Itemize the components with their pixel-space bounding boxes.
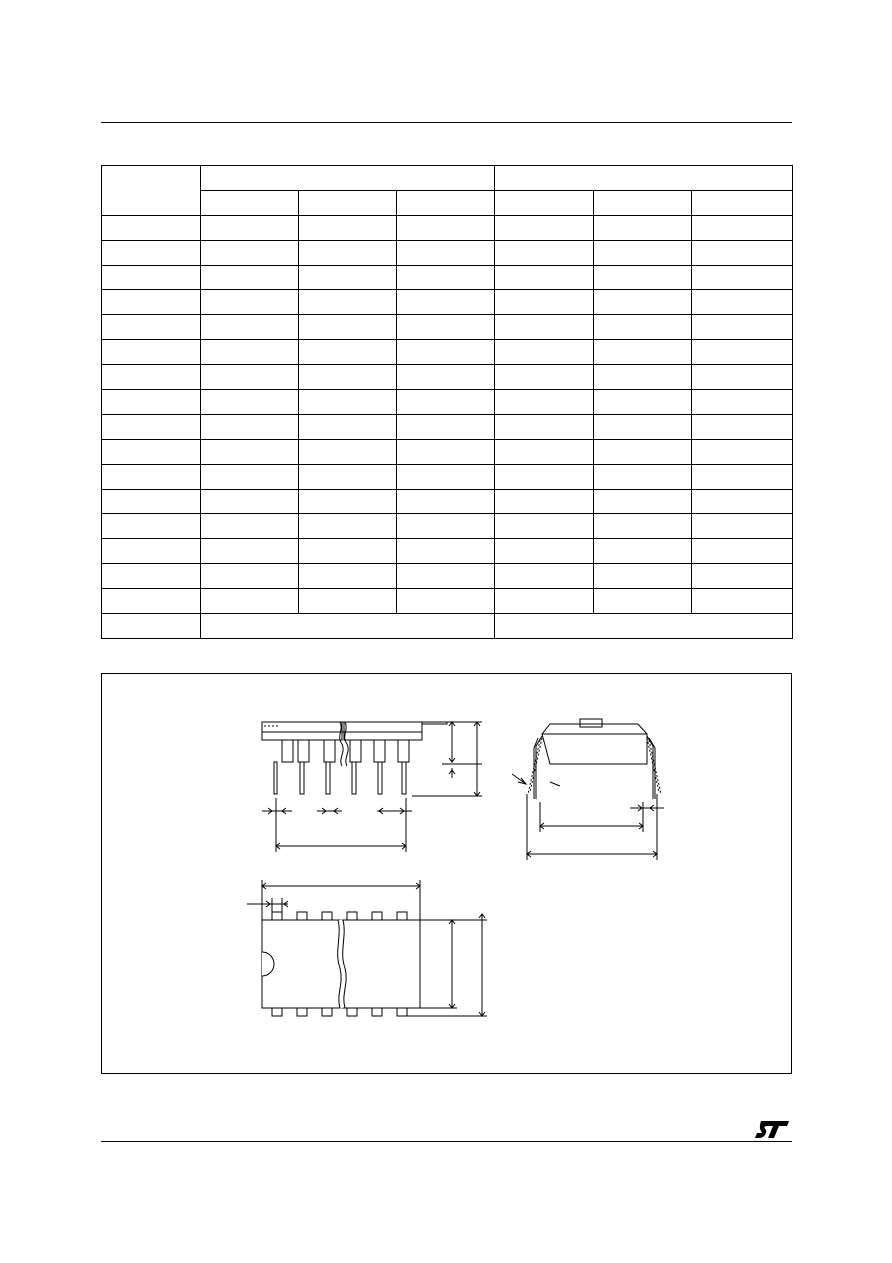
table-cell: [102, 564, 201, 589]
table-cell: [594, 439, 692, 464]
table-cell: [397, 340, 495, 365]
table-row: [102, 265, 793, 290]
table-cell: [299, 190, 397, 215]
table-cell: [102, 166, 201, 216]
table-cell: [594, 315, 692, 340]
table-cell: [397, 539, 495, 564]
table-cell: [201, 614, 495, 639]
top-pins-upper: [272, 912, 407, 920]
table-cell: [495, 265, 594, 290]
table-row: [102, 190, 793, 215]
table-cell: [594, 240, 692, 265]
table-cell: [299, 514, 397, 539]
table-cell: [102, 489, 201, 514]
table-cell: [102, 439, 201, 464]
table-cell: [201, 439, 299, 464]
table-cell: [102, 365, 201, 390]
table-cell: [102, 414, 201, 439]
table-cell: [692, 390, 793, 415]
table-cell: [594, 290, 692, 315]
table-cell: [594, 539, 692, 564]
table-cell: [594, 390, 692, 415]
table-row: [102, 614, 793, 639]
table-cell: [299, 340, 397, 365]
table-cell: [299, 539, 397, 564]
table-cell: [495, 564, 594, 589]
table-row: [102, 589, 793, 614]
table-cell: [102, 514, 201, 539]
table-cell: [201, 215, 299, 240]
table-cell: [299, 564, 397, 589]
table-cell: [397, 414, 495, 439]
table-cell: [692, 315, 793, 340]
table-cell: [201, 414, 299, 439]
st-logo-icon: [755, 1118, 791, 1140]
table-cell: [495, 439, 594, 464]
table-cell: [397, 365, 495, 390]
table-cell: [299, 464, 397, 489]
table-cell: [495, 514, 594, 539]
table-row: [102, 464, 793, 489]
table-cell: [495, 290, 594, 315]
package-drawing-frame: [101, 673, 792, 1074]
table-cell: [397, 290, 495, 315]
table-cell: [594, 564, 692, 589]
table-cell: [102, 589, 201, 614]
table-cell: [692, 564, 793, 589]
table-cell: [495, 190, 594, 215]
table-row: [102, 489, 793, 514]
table-cell: [299, 439, 397, 464]
table-cell: [495, 464, 594, 489]
table-cell: [397, 564, 495, 589]
table-cell: [692, 365, 793, 390]
table-cell: [594, 190, 692, 215]
table-cell: [495, 166, 793, 191]
top-pins-lower: [272, 1008, 407, 1016]
table-cell: [397, 464, 495, 489]
table-cell: [201, 514, 299, 539]
table-row: [102, 315, 793, 340]
table-row: [102, 240, 793, 265]
table-row: [102, 414, 793, 439]
table-cell: [397, 439, 495, 464]
table-cell: [594, 265, 692, 290]
table-cell: [495, 365, 594, 390]
table-cell: [201, 340, 299, 365]
table-cell: [201, 464, 299, 489]
table-cell: [201, 166, 495, 191]
table-cell: [594, 340, 692, 365]
table-cell: [397, 315, 495, 340]
table-cell: [299, 390, 397, 415]
table-cell: [594, 464, 692, 489]
table-row: [102, 340, 793, 365]
table-cell: [692, 190, 793, 215]
table-cell: [495, 340, 594, 365]
table-cell: [201, 539, 299, 564]
table-cell: [397, 390, 495, 415]
table-row: [102, 290, 793, 315]
table-cell: [201, 564, 299, 589]
table-cell: [102, 215, 201, 240]
table-cell: [495, 315, 594, 340]
table-cell: [594, 215, 692, 240]
table-cell: [495, 489, 594, 514]
table-cell: [299, 365, 397, 390]
table-row: [102, 390, 793, 415]
table-cell: [102, 390, 201, 415]
table-cell: [594, 514, 692, 539]
dimensions-table: [101, 165, 793, 639]
table-cell: [201, 240, 299, 265]
table-cell: [102, 265, 201, 290]
table-cell: [495, 539, 594, 564]
table-cell: [299, 589, 397, 614]
table-cell: [201, 589, 299, 614]
table-cell: [397, 489, 495, 514]
table-cell: [397, 589, 495, 614]
table-row: [102, 564, 793, 589]
top-view: [247, 880, 487, 1016]
table-cell: [692, 539, 793, 564]
end-view-notch: [580, 719, 602, 727]
table-cell: [201, 190, 299, 215]
table-cell: [102, 340, 201, 365]
header-rule: [101, 122, 792, 123]
table-cell: [102, 614, 201, 639]
table-cell: [397, 265, 495, 290]
table-cell: [495, 240, 594, 265]
package-outline-drawing: [102, 674, 791, 1073]
table-cell: [201, 265, 299, 290]
table-cell: [299, 265, 397, 290]
table-row: [102, 166, 793, 191]
table-cell: [397, 190, 495, 215]
table-row: [102, 215, 793, 240]
table-cell: [692, 464, 793, 489]
table-cell: [102, 290, 201, 315]
table-cell: [495, 414, 594, 439]
table-cell: [692, 514, 793, 539]
table-cell: [201, 489, 299, 514]
table-cell: [692, 489, 793, 514]
side-body-right: [344, 722, 422, 740]
table-cell: [102, 240, 201, 265]
table-row: [102, 514, 793, 539]
table-cell: [692, 240, 793, 265]
table-cell: [692, 215, 793, 240]
table-cell: [692, 589, 793, 614]
table-cell: [594, 489, 692, 514]
table-cell: [397, 215, 495, 240]
table-row: [102, 539, 793, 564]
table-cell: [495, 589, 594, 614]
table-cell: [299, 315, 397, 340]
side-pins: [274, 740, 409, 794]
table-cell: [692, 290, 793, 315]
table-row: [102, 439, 793, 464]
table-cell: [397, 514, 495, 539]
footer-rule: [101, 1141, 792, 1142]
table-cell: [692, 439, 793, 464]
table-cell: [299, 414, 397, 439]
side-body-left: [262, 722, 342, 740]
table-cell: [201, 290, 299, 315]
table-cell: [299, 215, 397, 240]
table-cell: [495, 614, 793, 639]
table-cell: [692, 340, 793, 365]
table-cell: [495, 390, 594, 415]
table-cell: [397, 240, 495, 265]
table-cell: [495, 215, 594, 240]
table-cell: [692, 265, 793, 290]
table-cell: [594, 365, 692, 390]
side-view: [262, 722, 482, 852]
table-cell: [201, 390, 299, 415]
table-cell: [594, 414, 692, 439]
table-cell: [594, 589, 692, 614]
table-cell: [201, 315, 299, 340]
table-row: [102, 365, 793, 390]
table-cell: [692, 414, 793, 439]
end-view: [512, 719, 664, 860]
table-cell: [102, 315, 201, 340]
table-cell: [299, 240, 397, 265]
table-cell: [102, 464, 201, 489]
table-cell: [201, 365, 299, 390]
table-cell: [299, 290, 397, 315]
table-cell: [299, 489, 397, 514]
table-cell: [102, 539, 201, 564]
